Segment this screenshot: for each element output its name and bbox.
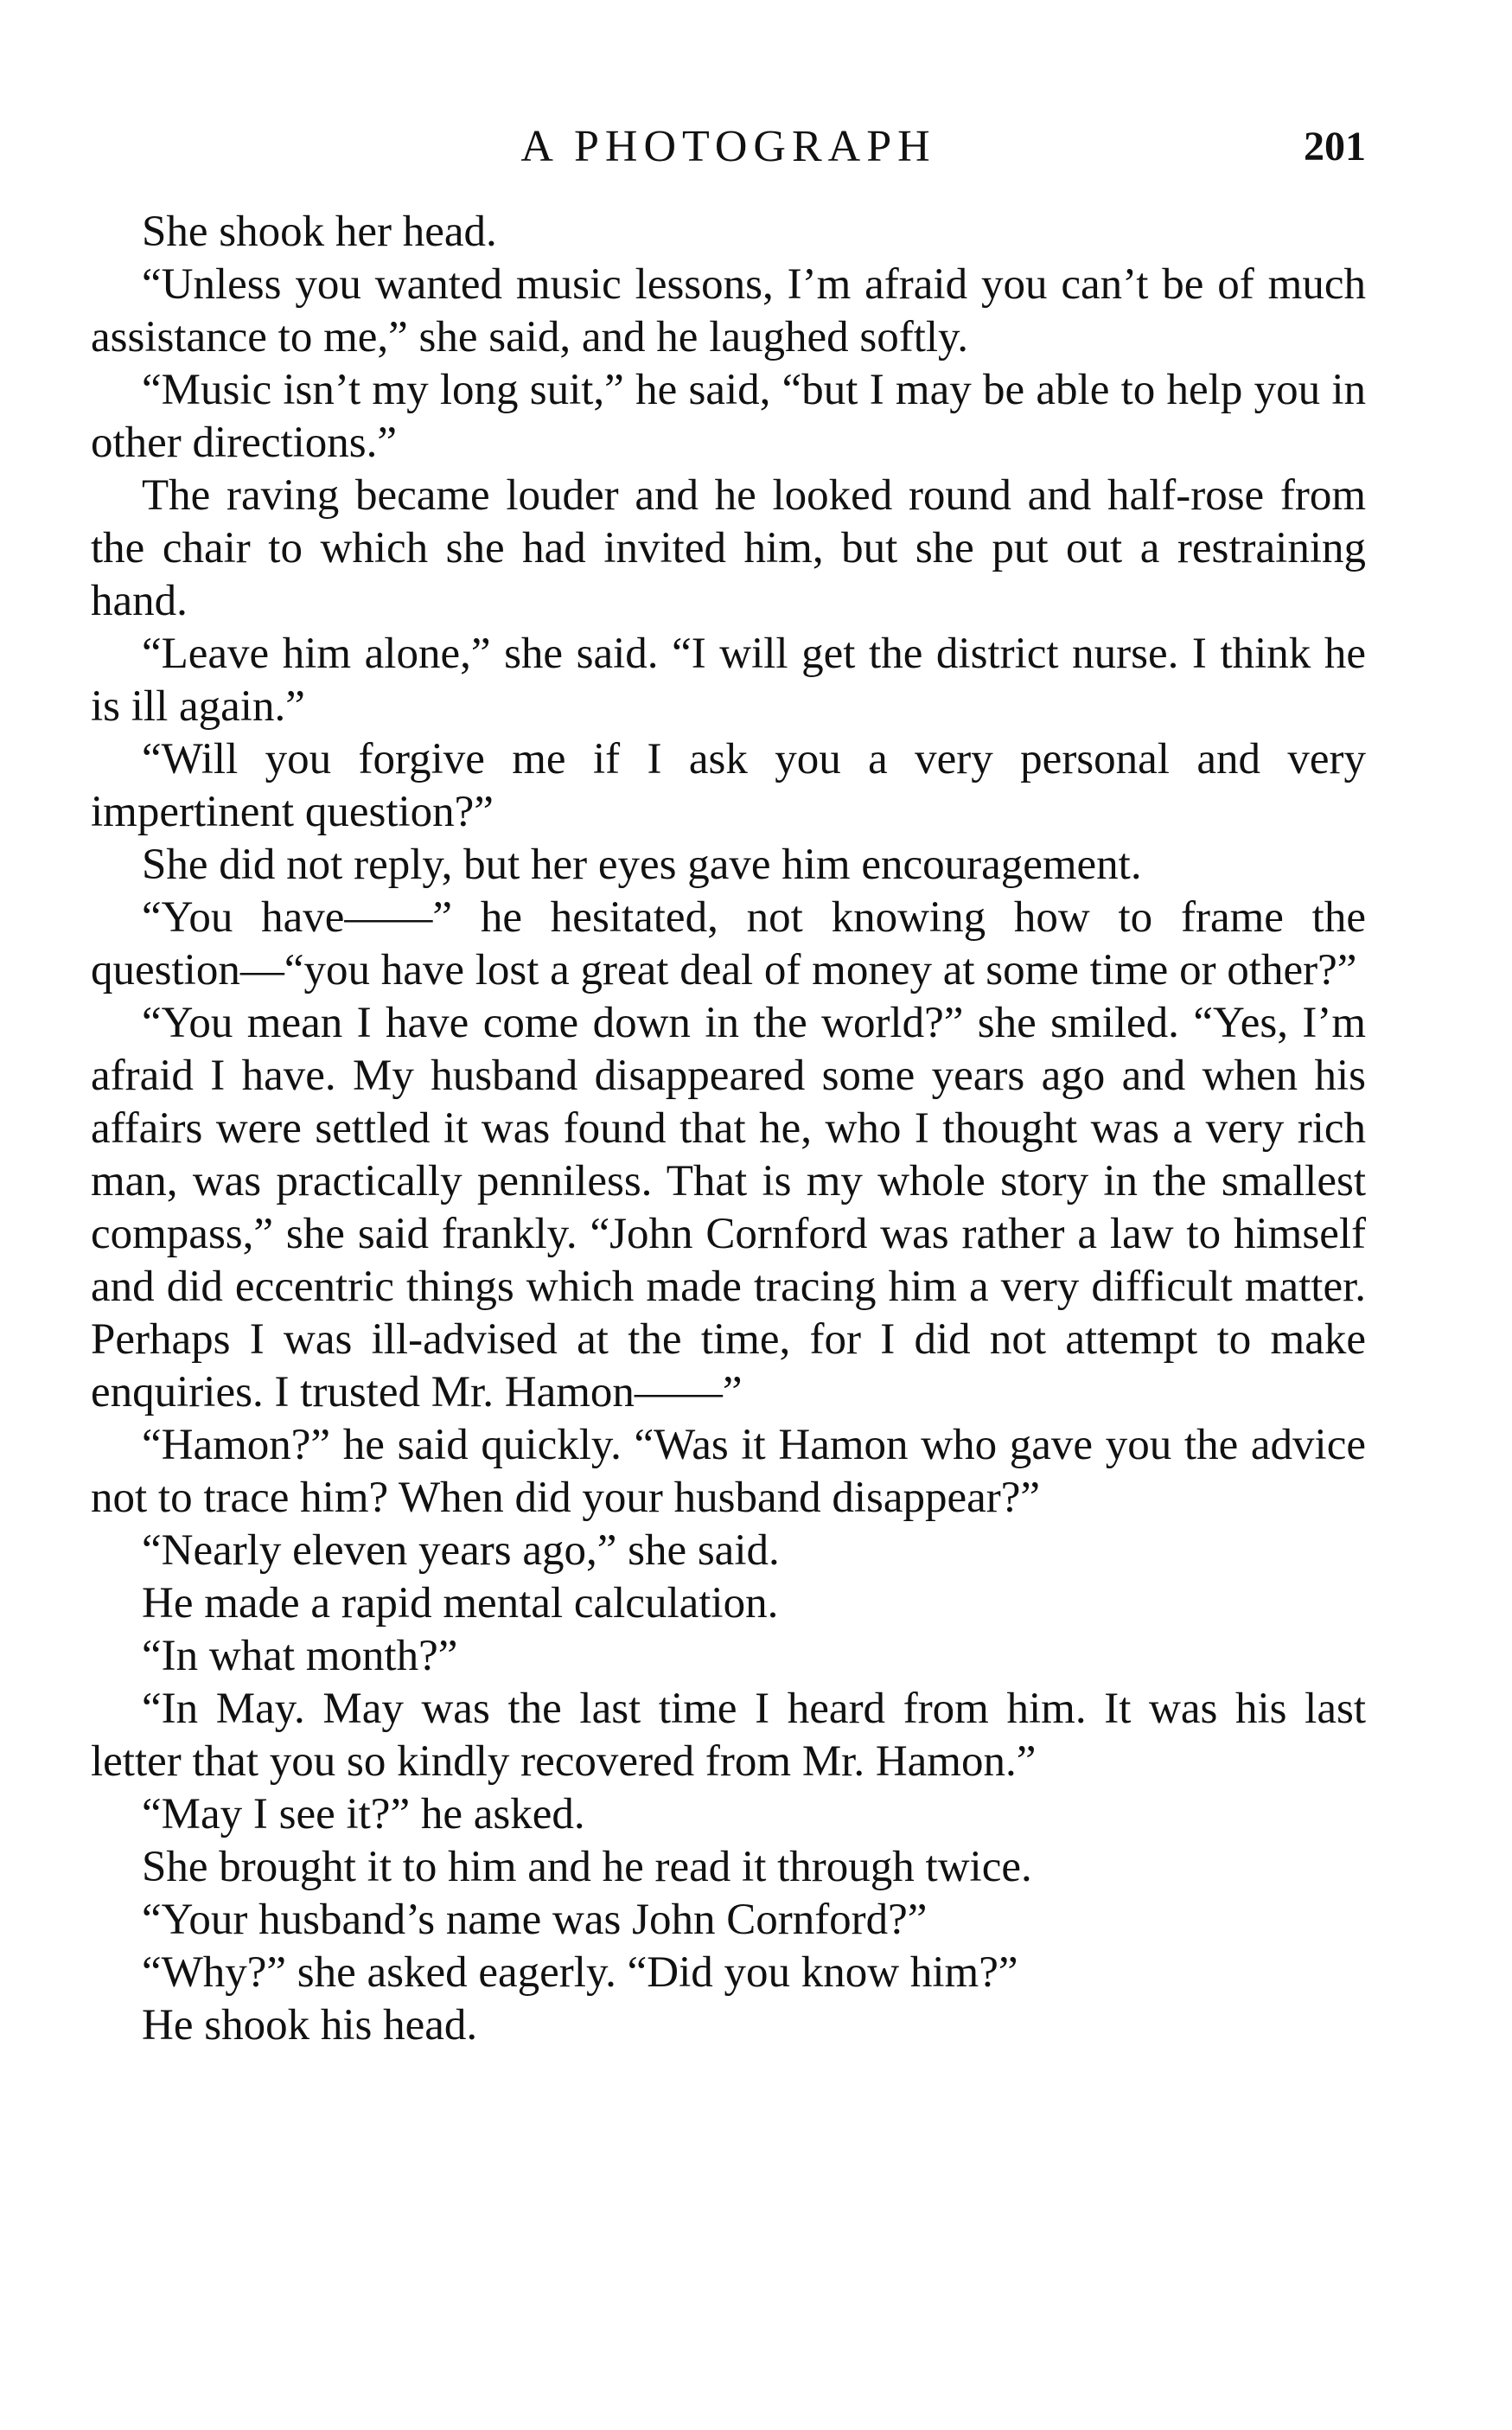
paragraph: “May I see it?” he asked. bbox=[142, 1790, 585, 1838]
paragraph: “Music isn’t my long suit,” he said, “but I may be able to help you in other directions.” bbox=[91, 366, 1366, 467]
running-title: A PHOTOGRAPH bbox=[520, 122, 936, 171]
paragraph: “Leave him alone,” she said. “I will get the district nurse. I think he is ill again.” bbox=[91, 630, 1366, 731]
paragraph: “In May. May was the last time I heard from him. It was his last letter that you so kindly recovered from Mr. Hamon.” bbox=[91, 1685, 1366, 1786]
page-number: 201 bbox=[1304, 124, 1366, 169]
running-head bbox=[91, 112, 1366, 182]
paragraph: “You mean I have come down in the world?” she smiled. “Yes, I’m afraid I have. My husband disappeared some years ago and when his affairs were settled it was found that he, who I thought was a very rich man, was practically penniless. That is my whole story in the smallest compass,” she said frankly. “John Cornford was rather a law to himself and did eccentric things which made tracing him a very difficult matter. Perhaps I was ill-advised at the time, for I did not attempt to make enquiries. I trusted Mr. Hamon——” bbox=[91, 999, 1366, 1416]
paragraph: She brought it to him and he read it through twice. bbox=[142, 1843, 1032, 1891]
paragraph: “Your husband’s name was John Cornford?” bbox=[142, 1896, 928, 1944]
paragraph: “You have——” he hesitated, not knowing how to frame the question—“you have lost a great deal of money at some time or other?” bbox=[91, 893, 1366, 994]
body-text bbox=[91, 206, 1366, 2052]
paragraph: “Why?” she asked eagerly. “Did you know him?” bbox=[142, 1948, 1018, 1997]
paragraph: She did not reply, but her eyes gave him encouragement. bbox=[142, 841, 1142, 889]
paragraph: “Hamon?” he said quickly. “Was it Hamon who gave you the advice not to trace him? When did your husband disappear?” bbox=[91, 1421, 1366, 1522]
paragraph: The raving became louder and he looked round and half-rose from the chair to which she had invited him, but she put out a restraining hand. bbox=[91, 471, 1366, 625]
paragraph: “Nearly eleven years ago,” she said. bbox=[142, 1526, 780, 1575]
paragraph: He shook his head. bbox=[142, 2001, 478, 2050]
paragraph: “Will you forgive me if I ask you a very personal and very impertinent question?” bbox=[91, 735, 1366, 836]
paragraph: She shook her head. bbox=[142, 208, 497, 256]
paragraph: “In what month?” bbox=[142, 1632, 458, 1680]
paragraph: He made a rapid mental calculation. bbox=[142, 1579, 779, 1627]
paragraph: “Unless you wanted music lessons, I’m afraid you can’t be of much assistance to me,” she said, and he laughed softly. bbox=[91, 260, 1366, 361]
